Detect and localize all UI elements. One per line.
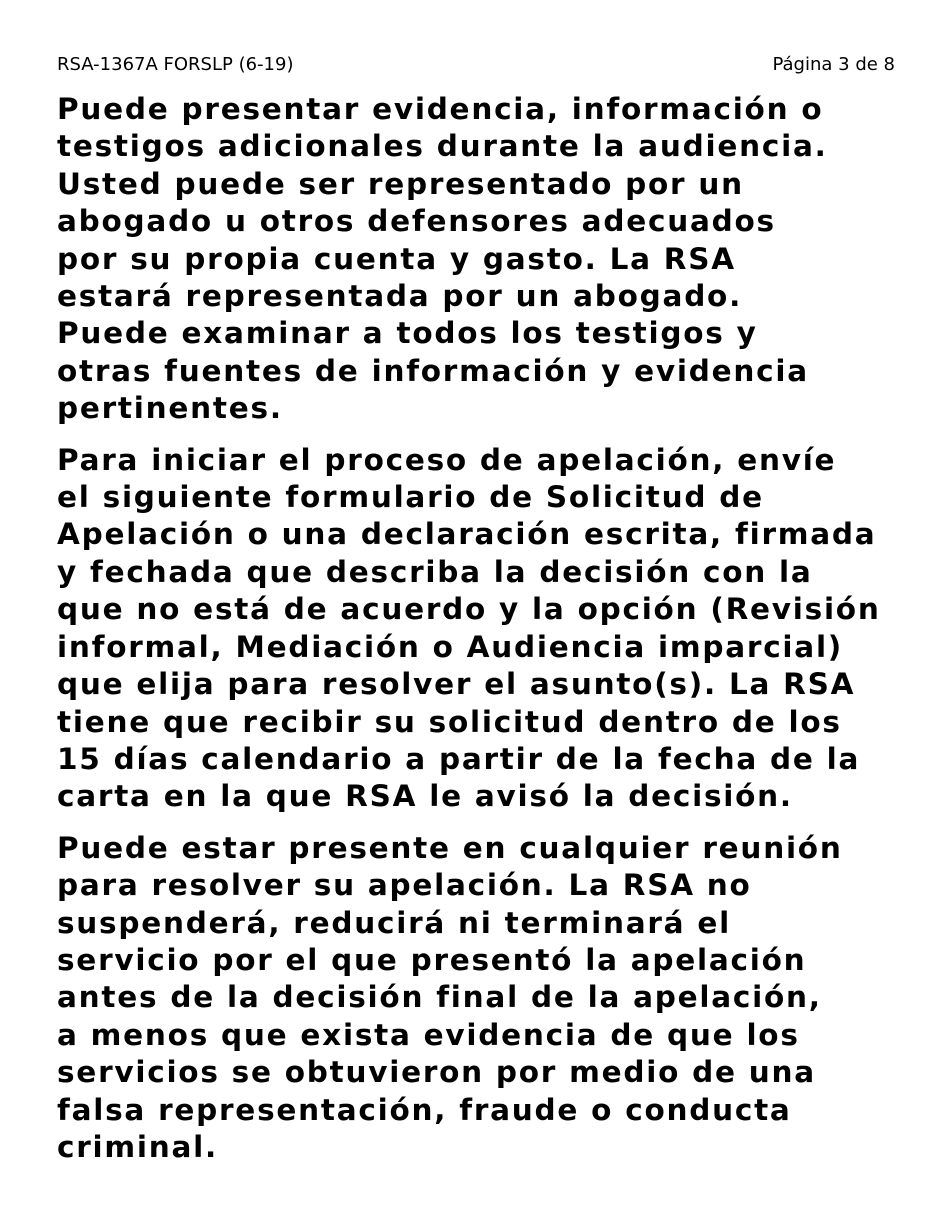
form-identifier: RSA-1367A FORSLP (6-19) — [57, 54, 294, 75]
paragraph-meeting-presence: Puede estar presente en cualquier reunión para resolver su apelación. La RSA no suspenderá, reducirá ni terminará el servicio por el que presentó la apelación antes de la decisión final de la apelación, a menos que exista evidencia de que los servicios se obtuvieron por medio de una falsa representación, fraude o conducta criminal. — [57, 830, 843, 1164]
page-number: Página 3 de 8 — [772, 54, 895, 75]
page-header — [57, 52, 895, 78]
paragraph-appeal-process: Para iniciar el proceso de apelación, envíe el siguiente formulario de Solicitud de Apelación o una declaración escrita, firmada y fechada que describa la decisión con la que no está de acuerdo y la opción (Revisión informal, Mediación o Audiencia imparcial) que elija para resolver el asunto(s). La RSA tiene que recibir su solicitud dentro de los 15 días calendario a partir de la fecha de la carta en la que RSA le avisó la decisión. — [57, 442, 881, 814]
paragraph-hearing-rights: Puede presentar evidencia, información o testigos adicionales durante la audiencia. Usted puede ser representado por un abogado u otros defensores adecuados por su propia cuenta y gasto. La RSA estará representada por un abogado. Puede examinar a todos los testigos y otras fuentes de información y evidencia pertinentes. — [57, 92, 828, 426]
document-body — [57, 91, 927, 1180]
